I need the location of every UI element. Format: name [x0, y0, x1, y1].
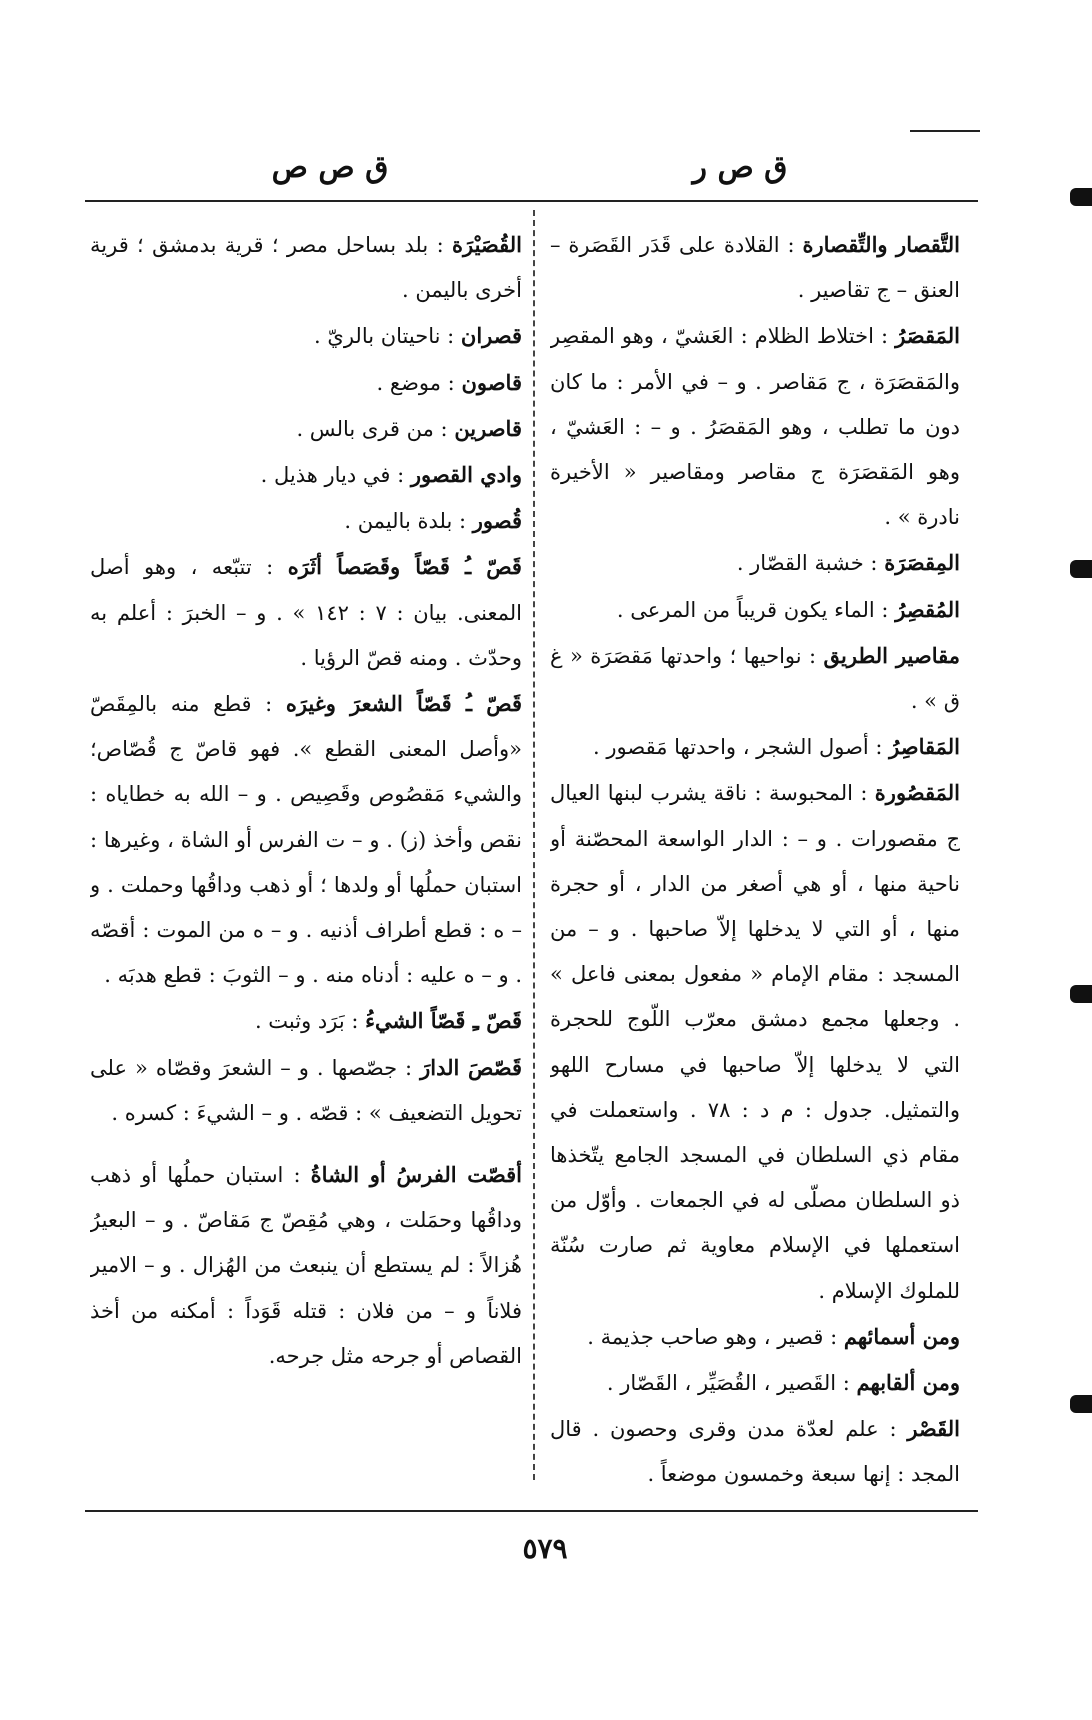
entry-headword: أقصّت الفرسُ أو الشاةُ — [310, 1162, 522, 1188]
dictionary-entry — [550, 724, 960, 770]
entry-definition: : تتبّعه ، وهو أصل المعنى. بيان : ٧ : ١٤٢ » . و – الخبرَ : أعلم به وحدّث . ومنه قصّ الرؤيا . — [90, 555, 522, 670]
entry-definition: : في ديار هذيل . — [260, 463, 405, 488]
entry-definition: : القلادة على قَدَر القَصَرة – العنق – ج تقاصير . — [550, 233, 960, 303]
dictionary-entry — [550, 222, 960, 313]
entry-definition: : جصّصها . و – الشعرَ وقصّاه « على تحويل التضعيف » : قصّه . و – الشيءَ : كسره . — [90, 1055, 522, 1125]
entry-headword: قصران — [460, 323, 522, 349]
entry-definition: : قصير ، وهو صاحب جذيمة . — [587, 1324, 838, 1349]
entry-headword: القُصَيْرَة — [452, 232, 522, 257]
entry-headword: المِقصَرَة — [884, 550, 960, 576]
entry-definition: : المحبوسة : ناقة يشرب لبنها العيال ج مقصورات . و – : الدار الواسعة المحصّنة أو ناحية منها ، أو هي أصغر من الدار ، أو حجرة منها ، أو التي لا يدخلها إلاّ صاحبها . و – من المسجد : مقام الإمام « مفعول بمعنى فاعل » . وجعلها مجمع دمشق معرّب اللّوج للحجرة التي لا يدخلها إلاّ صاحبها في مسارح اللهو والتمثيل. جدول : م د : ٧٨ . واستعملت في مقام ذي السلطان في المسجد الجامع يتّخذها ذو السلطان مصلّى له في الجمعات . وأوّل من استعملها في الإسلام معاوية ثم صارت سُنّة للملوك الإسلام . — [550, 781, 960, 1303]
right-column-root-header: ق ص ر — [692, 150, 788, 185]
entry-definition: : الماء يكون قريباً من المرعى . — [616, 597, 889, 622]
entry-definition: : أصول الشجر ، واحدتها مَقصور . — [593, 735, 883, 760]
entry-headword: ومن أسمائهم — [843, 1323, 960, 1349]
dictionary-entry — [550, 313, 960, 540]
dictionary-entry — [90, 1045, 522, 1136]
edge-ink-mark — [1070, 560, 1092, 578]
entry-headword: المَقاصِرُ — [889, 734, 960, 760]
entry-headword: قَصّ ـُ قَصّاً وقَصَصاً أثَرَه — [287, 554, 522, 580]
entry-definition: : خشبة القصّار . — [736, 551, 878, 576]
left-column — [90, 222, 522, 1497]
entry-headword: قاصون — [461, 369, 522, 395]
entry-definition: : موضع . — [376, 370, 455, 395]
footer-rule — [85, 1510, 978, 1512]
entry-definition: : قطع منه بالمِقَصّ «وأصل المعنى القطع ». فهو قاصّ ج قُصّاص؛ والشيء مَقصُوص وقَصِيص . و – الله به خطاياه : نقص وأخذ (ز) . و – ت الفرس أو الشاة ، وغيرها : استبان حملُها أو ولدها ؛ أو ذهب وداقُها وحملت . و – ه : قطع أطراف أذنيه . و – ه من الموت : أقصّه . و – ه عليه : أدناه منه . و – الثوبَ : قطع هدبَه . — [90, 692, 522, 988]
dictionary-entry — [550, 770, 960, 1313]
dictionary-entry — [90, 222, 522, 313]
column-divider — [533, 210, 535, 1480]
entry-definition: : بَرَد وثبت . — [254, 1009, 359, 1034]
entry-headword: قُصور — [472, 508, 522, 534]
edge-ink-mark — [1070, 985, 1092, 1003]
entry-headword: المَقصُورة — [874, 780, 960, 806]
entry-definition: : علم لعدّة مدن وقرى وحصون . قال المجد : إنها سبعة وخمسون موضعاً . — [550, 1417, 960, 1487]
dictionary-entry — [550, 1406, 960, 1497]
dictionary-entry — [550, 587, 960, 633]
dictionary-entry — [550, 1360, 960, 1406]
left-column-root-header: ق ص ص — [271, 150, 389, 185]
entry-headword: المَقصَرُ — [895, 323, 960, 349]
entry-headword: المُقصِرُ — [895, 596, 960, 622]
top-corner-rule — [910, 130, 980, 132]
entry-headword: قَصّ ـُ قَصّاً الشعرَ وغيرَه — [285, 691, 522, 717]
dictionary-entry — [550, 1314, 960, 1360]
dictionary-entry — [90, 998, 522, 1044]
dictionary-entry — [90, 406, 522, 452]
entry-definition: : القَصير ، القُصَيِّر ، القَصّار . — [606, 1371, 850, 1396]
dictionary-entry — [90, 452, 522, 498]
entry-headword: مقاصير الطريق — [823, 642, 960, 668]
dictionary-entry — [90, 498, 522, 544]
entry-definition: : ناحيتان بالريّ . — [314, 324, 455, 349]
entry-definition: : بلد بساحل مصر ؛ قرية بدمشق ؛ قرية أخرى باليمن . — [90, 233, 522, 303]
dictionary-entry — [90, 544, 522, 681]
dictionary-entry — [90, 313, 522, 359]
entry-headword: القَصْر — [907, 1416, 960, 1442]
entry-definition: : من قرى بالس . — [296, 416, 448, 441]
entry-headword: قَصّ ـِ قَصّاً الشيءُ — [365, 1008, 522, 1034]
entry-definition: : نواحيها ؛ واحدتها مَقصَرَة « غ ق » . — [550, 643, 960, 714]
entry-headword: قَصّصَ الدارَ — [420, 1054, 522, 1080]
header-rule — [85, 200, 978, 202]
entry-headword: قاصرين — [454, 415, 522, 441]
dictionary-entry — [90, 681, 522, 998]
entry-definition: : بلدة باليمن . — [344, 509, 467, 534]
dictionary-entry — [90, 360, 522, 406]
edge-ink-mark — [1070, 1395, 1092, 1413]
edge-ink-mark — [1070, 188, 1092, 206]
dictionary-entry — [550, 540, 960, 586]
right-column — [550, 222, 960, 1497]
dictionary-entry — [550, 633, 960, 724]
dictionary-entry — [90, 1152, 522, 1379]
page-number: ٥٧٩ — [522, 1532, 568, 1565]
entry-definition: : استبان حملُها أو ذهب وداقُها وحمَلت ، وهي مُقِصّ ج مَقاصّ . و – البعيرُ هُزالاً : لم يستطع أن ينبعث من الهُزال . و – الامير فلاناً و – من فلان : قتله قَوَداً : أمكنه من أخذ القصاص أو جرحه مثل جرحه. — [90, 1163, 522, 1368]
entry-headword: وادي القصور — [410, 462, 522, 488]
entry-headword: ومن ألقابهم — [856, 1370, 960, 1396]
entry-definition: : اختلاط الظلام : العَشيّ ، وهو المقصِر والمَقصَرَة ، ج مَقاصر . و – في الأمر : ما كان دون ما تطلب ، وهو المَقصَرُ . و – : العَشيّ ، وهو المَقصَرَة ج مقاصر ومقاصير « الأخيرة نادرة » . — [550, 324, 960, 530]
entry-headword: التَّقصار والتِّقصارة — [802, 232, 960, 257]
